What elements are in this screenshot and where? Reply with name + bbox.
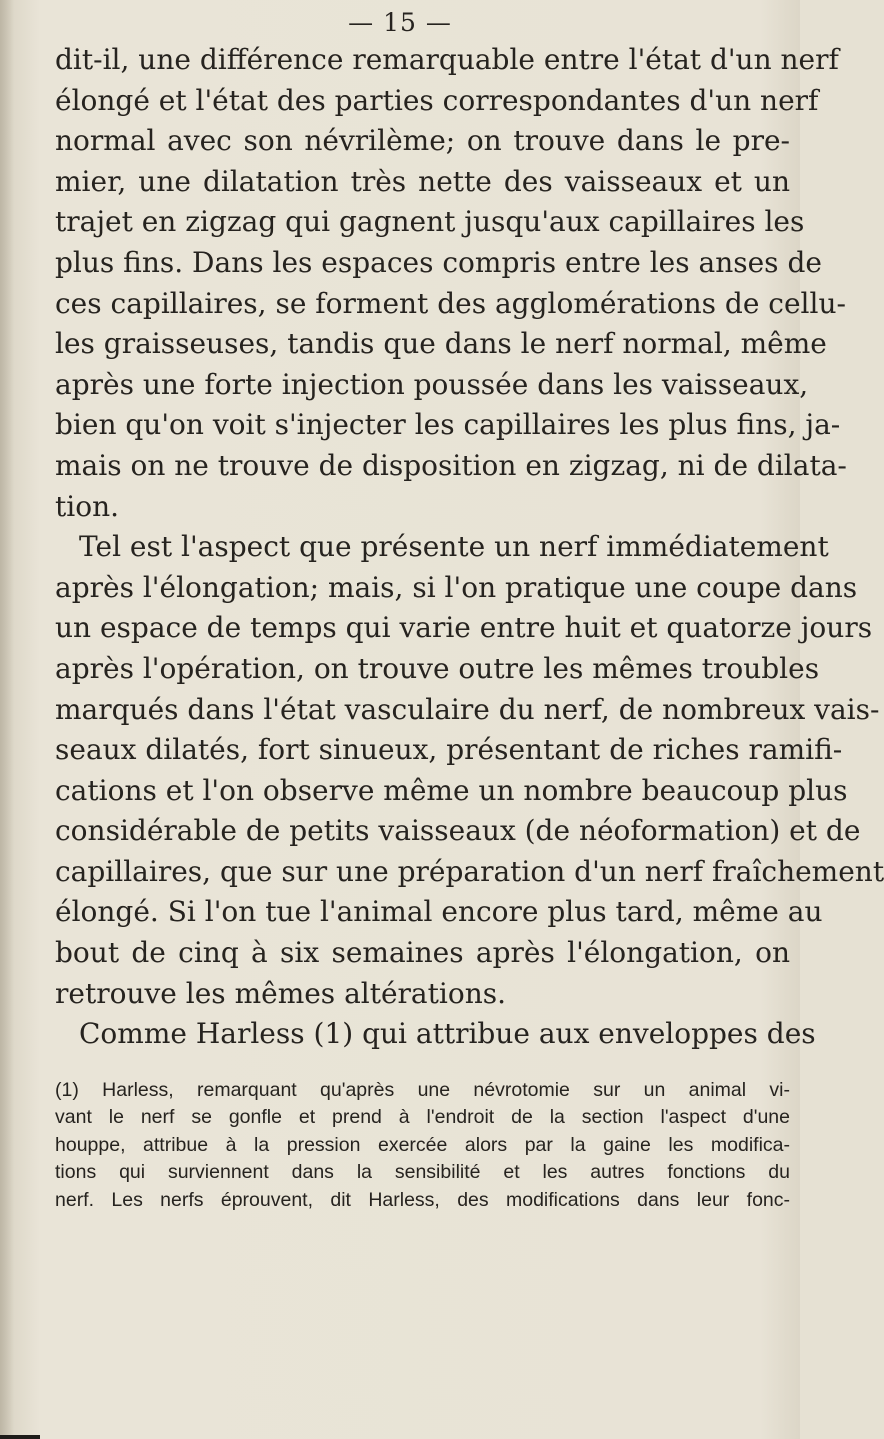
main-text [55,40,884,1055]
text-line: Comme Harless (1) qui attribue aux enveloppes des [79,1017,816,1051]
text-line: marqués dans l'état vasculaire du nerf, de nombreux vais- [55,692,880,726]
text-line: Tel est l'aspect que présente un nerf immédiatement [79,530,829,564]
text-line: retrouve les mêmes altérations. [55,976,506,1010]
text-line: bout de cinq à six semaines après l'élongation, on [55,936,790,970]
text-line: mais on ne trouve de disposition en zigzag, ni de dilata- [55,448,847,482]
footnote [55,1077,790,1214]
text-line: trajet en zigzag qui gagnent jusqu'aux capillaires les [55,205,805,239]
page-number: — 15 — [348,8,452,37]
text-line: plus fins. Dans les espaces compris entre les anses de [55,245,822,279]
text-line: considérable de petits vaisseaux (de néoformation) et de [55,814,861,848]
text-line: élongé. Si l'on tue l'animal encore plus tard, même au [55,895,823,929]
text-line: cations et l'on observe même un nombre beaucoup plus [55,773,848,807]
page-edge-mark [0,1435,40,1439]
footnote-line: (1) Harless, remarquant qu'après une névrotomie sur un animal vi- [55,1079,790,1101]
text-line: dit-il, une différence remarquable entre l'état d'un nerf [55,43,839,76]
text-line: un espace de temps qui varie entre huit et quatorze jours [55,611,873,645]
footnote-line: houppe, attribue à la pression exercée alors par la gaine les modifica- [55,1133,790,1156]
text-line: tion. [55,489,119,523]
text-line: après l'élongation; mais, si l'on pratique une coupe dans [55,570,858,604]
text-line: mier, une dilatation très nette des vaisseaux et un [55,164,790,198]
text-line: capillaires, que sur une préparation d'un nerf fraîchement [55,854,884,888]
text-line: ces capillaires, se forment des agglomérations de cellu- [55,286,846,320]
binding-shadow [0,0,14,1439]
text-line: seaux dilatés, fort sinueux, présentant de riches ramifi- [55,733,843,767]
text-line: après une forte injection poussée dans les vaisseaux, [55,367,809,401]
text-line: bien qu'on voit s'injecter les capillaires les plus fins, ja- [55,408,841,442]
footnote-line: tions qui surviennent dans la sensibilité et les autres fonctions du [55,1161,790,1184]
text-line: les graisseuses, tandis que dans le nerf normal, même [55,327,827,361]
text-line: normal avec son névrilème; on trouve dans le pre- [55,124,790,158]
text-line: après l'opération, on trouve outre les mêmes troubles [55,651,820,685]
text-line: élongé et l'état des parties correspondantes d'un nerf [55,83,819,117]
footnote-line: vant le nerf se gonfle et prend à l'endroit de la section l'aspect d'une [55,1106,790,1129]
footnote-line: nerf. Les nerfs éprouvent, dit Harless, des modifications dans leur fonc- [55,1188,790,1211]
